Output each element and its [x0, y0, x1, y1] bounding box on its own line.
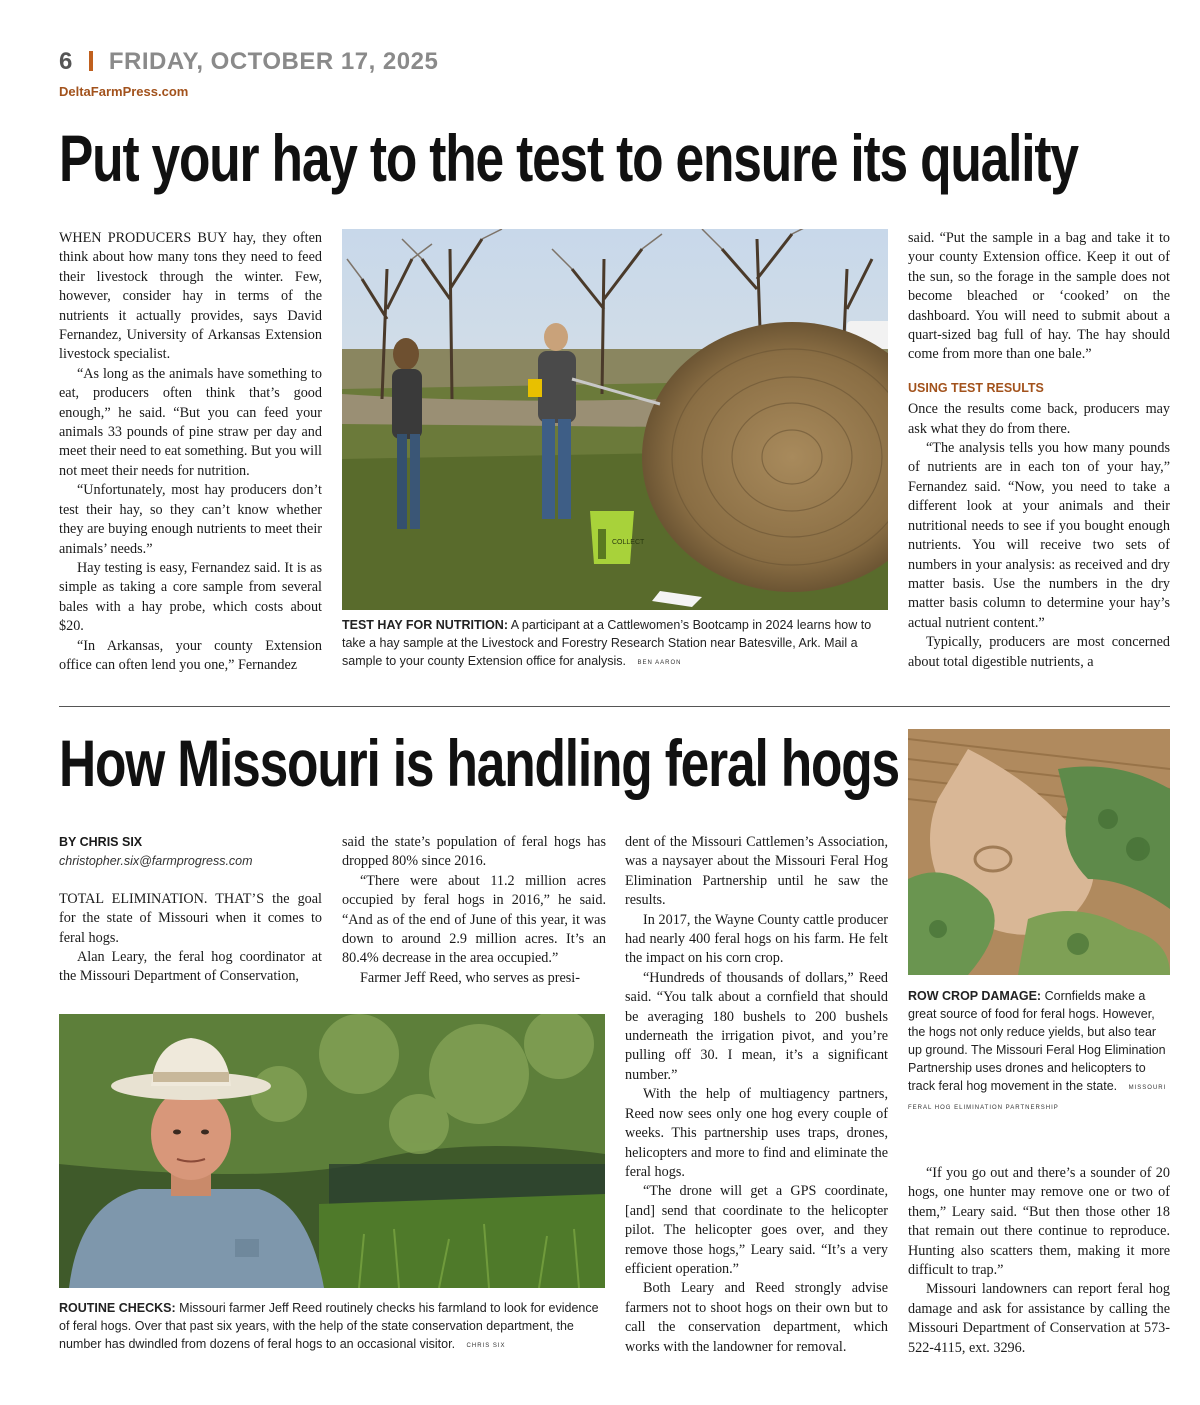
- article1-column-1: [59, 229, 322, 675]
- photo-credit: BEN AARON: [637, 660, 682, 666]
- paragraph: “If you go out and there’s a sounder of 20 hogs, one hunter may remove one or two of them,” Leary said. “But then those other 18 that remain out there continue to reproduce. Hunting also scatters them, making it more difficult to trap.”: [908, 1165, 1170, 1279]
- hay-testing-illustration: [342, 229, 888, 610]
- paragraph: “Unfortunately, most hay producers don’t test their hay, so they can’t know whether they are buying enough nutrients to meet their animals’ needs.”: [59, 482, 322, 557]
- subhead: USING TEST RESULTS: [908, 380, 1044, 395]
- paragraph: “The drone will get a GPS coordinate, [and] send that coordinate to the helicopter pilot. The helicopter goes over, and they remove those hogs,” Leary said. “It’s a very efficient operation.”: [625, 1183, 888, 1277]
- author-email[interactable]: christopher.six@farmprogress.com: [59, 854, 253, 869]
- paragraph: WHEN PRODUCERS BUY hay, they often think about how many tons they need to feed their livestock through the winter. Few, however, consider hay in terms of the nutrients it actually provides, says David Fernandez, University of Arkansas Extension livestock specialist.: [59, 230, 322, 363]
- caption-text: Cornfields make a great source of food for feral hogs. However, the hogs not only reduce yields, but also tear up ground. The Missouri Feral Hog Elimination Partnership uses drones and helicopters to track feral hog movement in the state.: [908, 989, 1166, 1093]
- photo-credit: CHRIS SIX: [466, 1343, 506, 1349]
- article1-column-3: [908, 229, 1170, 672]
- paragraph: dent of the Missouri Cattlemen’s Association, was a naysayer about the Missouri Feral Hog Elimination Partnership until he saw the results.: [625, 834, 888, 909]
- byline: BY CHRIS SIX: [59, 835, 143, 849]
- farmer-illustration: [59, 1014, 605, 1288]
- paragraph: “The analysis tells you how many pounds of nutrients are in each ton of your hay,” Fernandez said. “Now, you need to take a different look at your animals and their nutritional needs to see if you bought enough nutrients. You will receive two sets of numbers in your analysis: as received and dry matter basis. Use the numbers in the dry matter basis column to determine your hay’s actual nutrient content.”: [908, 440, 1170, 631]
- paragraph: With the help of multiagency partners, Reed now sees only one hog every couple of weeks. This partnership uses traps, drones, helicopters and more to find and eliminate the feral hogs.: [625, 1086, 888, 1180]
- paragraph: said. “Put the sample in a bag and take it to your county Extension office. Keep it out of the sun, so the forage in the sample does not become bleached or ‘cooked’ on the dashboard. You will need to submit about a quart-sized bag full of hay. The hay should come from more than one bale.”: [908, 230, 1170, 363]
- caption-text: A participant at a Cattlewomen’s Bootcamp in 2024 learns how to take a hay sample at the Livestock and Forestry Research Station near Batesville, Ark. Mail a sample to your county Extension office for analysis.: [342, 618, 872, 668]
- paragraph: “There were about 11.2 million acres occupied by feral hogs in 2016,” he said. “And as of the end of June of this year, it was down to around 2.9 million acres. It’s an 80.4% decrease in the area occupied.”: [342, 872, 606, 967]
- article2-headline: How Missouri is handling feral hogs: [59, 726, 900, 800]
- caption-label: ROW CROP DAMAGE:: [908, 989, 1042, 1003]
- paragraph: Alan Leary, the feral hog coordinator at the Missouri Department of Conservation,: [59, 949, 322, 985]
- bucket-label: COLLECT: [612, 539, 645, 546]
- page-header: [59, 48, 438, 99]
- hay-photo-caption: [342, 616, 888, 672]
- article2-column-2: [342, 833, 606, 988]
- article2-column-3: [625, 833, 888, 1357]
- caption-text: Missouri farmer Jeff Reed routinely checks his farmland to look for evidence of feral hogs. Over that past six years, with the help of the state conservation department, the number has dwindled from dozens of feral hogs to an occasional visitor.: [59, 1301, 599, 1351]
- article2-column-1: [59, 833, 322, 987]
- section-divider: [59, 706, 1170, 707]
- paragraph: Farmer Jeff Reed, who serves as presi-: [360, 969, 580, 986]
- paragraph: “As long as the animals have something to eat, producers often think that’s good enough,” he said. “But you can feed your animals 33 pounds of pine straw per day and meet their need to eat something. But you will not meet their needs for nutrition.: [59, 365, 322, 479]
- hay-testing-photo: [342, 229, 888, 610]
- paragraph: “In Arkansas, your county Extension office can often lend you one,” Fernandez: [59, 637, 322, 673]
- paragraph: In 2017, the Wayne County cattle producer had nearly 400 feral hogs on his farm. He felt the impact on his corn crop.: [625, 911, 888, 967]
- site-url[interactable]: DeltaFarmPress.com: [59, 84, 189, 99]
- folio: [59, 48, 438, 76]
- paragraph: Typically, producers are most concerned about total digestible nutrients, a: [908, 634, 1170, 670]
- issue-date: FRIDAY, OCTOBER 17, 2025: [108, 48, 439, 75]
- page-number: 6: [59, 48, 73, 75]
- article2-column-4: [908, 1164, 1170, 1358]
- paragraph: “Hundreds of thousands of dollars,” Reed said. “You talk about a cornfield that should be averaging 180 bushels to 200 bushels underneath the irrigation pivot, and you’re pulling off 30. I mean, it’s a significant number.”: [625, 969, 888, 1083]
- caption-label: ROUTINE CHECKS:: [59, 1301, 176, 1315]
- crop-damage-photo: [908, 729, 1170, 975]
- paragraph: Missouri landowners can report feral hog damage and ask for assistance by calling the Missouri Department of Conservation at 573-522-4115, ext. 3296.: [908, 1281, 1170, 1356]
- paragraph: TOTAL ELIMINATION. THAT’S the goal for the state of Missouri when it comes to feral hogs.: [59, 890, 322, 946]
- article1-headline: Put your hay to the test to ensure its quality: [59, 121, 1078, 195]
- photo-credit: MISSOURI FERAL HOG ELIMINATION PARTNERSHIP: [908, 1085, 1167, 1111]
- caption-label: TEST HAY FOR NUTRITION:: [342, 618, 508, 632]
- paragraph: Both Leary and Reed strongly advise farmers not to shoot hogs on their own but to call the conservation department, which works with the landowner for removal.: [625, 1280, 888, 1355]
- folio-divider: [89, 51, 93, 71]
- paragraph: Once the results come back, producers may ask what they do from there.: [908, 401, 1170, 437]
- farmer-photo: [59, 1014, 605, 1288]
- crop-damage-caption: [908, 987, 1170, 1117]
- paragraph: Hay testing is easy, Fernandez said. It is as simple as taking a core sample from several bales with a hay probe, which costs about $20.: [59, 559, 322, 635]
- farmer-photo-caption: [59, 1299, 605, 1355]
- crop-damage-aerial: [908, 729, 1170, 975]
- paragraph: said the state’s population of feral hogs has dropped 80% since 2016.: [342, 834, 606, 870]
